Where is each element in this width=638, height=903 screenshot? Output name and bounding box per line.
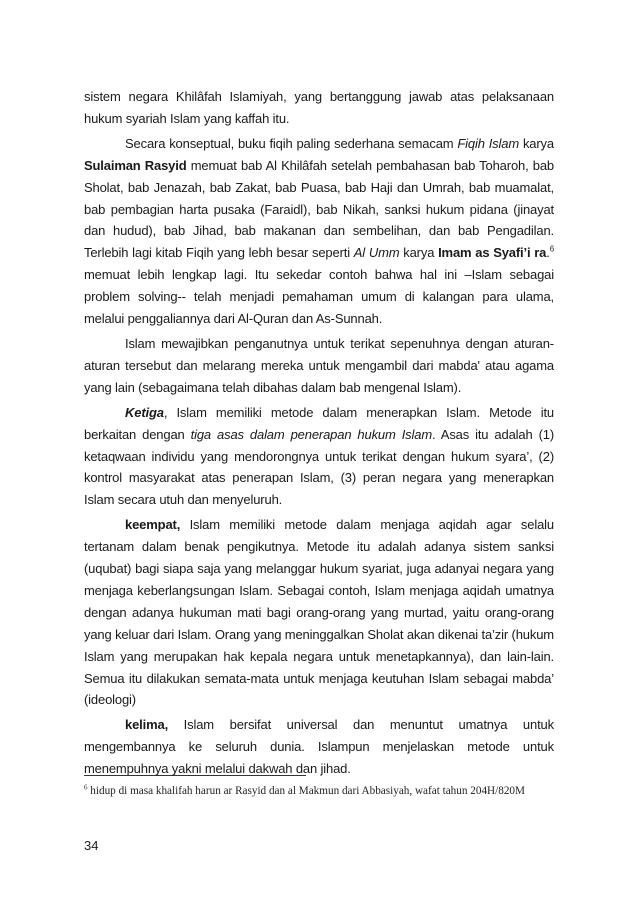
- footnote: [84, 782, 554, 801]
- footnote-text: hidup di masa khalifah harun ar Rasyid dan al Makmun dari Abbasiyah, wafat tahun 204H/820M: [87, 785, 525, 797]
- footnote-reference[interactable]: 6: [549, 245, 555, 255]
- text-run: karya: [519, 135, 554, 151]
- author-imam-syafii: Imam as Syafi’i ra: [438, 245, 547, 261]
- paragraph-3-text: Islam mewajibkan penganutnya untuk terikat sepenuhnya dengan aturan-aturan tersebut dan melarang mereka untuk mengambil dari mabda' atau agama yang lain (sebagaimana telah dibahas dalam bab mengenal Islam).: [84, 335, 554, 395]
- author-sulaiman-rasyid: Sulaiman Rasyid: [84, 157, 187, 173]
- paragraph-3: [84, 333, 554, 399]
- body-text: [84, 86, 554, 783]
- heading-word: Ketiga: [125, 404, 164, 420]
- text-run: karya: [399, 245, 439, 261]
- book-title-fiqih-islam: Fiqih Islam: [457, 135, 520, 151]
- paragraph-6: [84, 714, 554, 780]
- text-run: Secara konseptual, buku fiqih paling sederhana semacam: [125, 135, 458, 151]
- italic-phrase: tiga asas dalam penerapan hukum Islam: [190, 426, 433, 442]
- bold-italic-ketiga: [125, 405, 164, 420]
- paragraph-5: [84, 514, 554, 711]
- text-run: . Asas itu adalah (1) ketaqwaan individu yang mendorongnya untuk terikat dengan hukum syara’, (2) kontrol masyarakat atas penerapan Islam, (3) peran negara yang menerapkan Islam secara utuh dan menyeluruh.: [84, 426, 555, 508]
- text-run: .: [546, 245, 550, 261]
- bold-kelima: kelima,: [125, 717, 169, 733]
- book-title-al-umm: Al Umm: [353, 245, 400, 261]
- page-number: 34: [84, 838, 99, 853]
- footnote-divider: [84, 775, 306, 776]
- paragraph-1-text: sistem negara Khilâfah Islamiyah, yang bertanggung jawab atas pelaksanaan hukum syariah Islam yang kaffah itu.: [84, 89, 554, 126]
- text-run: Islam bersifat universal dan menuntut umatnya untuk mengembannya ke seluruh dunia. Islampun menjelaskan metode untuk menempuhnya yakni melalui dakwah dan jihad.: [84, 717, 554, 777]
- paragraph-2: [84, 133, 554, 330]
- bold-keempat: keempat,: [125, 517, 181, 533]
- text-run: Islam memiliki metode dalam menjaga aqidah agar selalu tertanam dalam benak pengikutnya. Metode itu adalah adanya sistem sanksi (uqubat) bagi siapa saja yang melanggar hukum syariat, juga adanyai negara yang menjaga keberlangsungan Islam. Sebagai contoh, Islam menjaga aqidah umatnya dengan adanya hukuman mati bagi orang-orang yang murtad, yaitu orang-orang yang keluar dari Islam. Orang yang meninggalkan Sholat akan dikenai ta’zir (hukum Islam yang merupakan hak kepala negara untuk menetapkannya), dan lain-lain. Semua itu dilakukan semata-mata untuk menjaga keutuhan Islam sebagai mabda’ (ideologi): [84, 517, 554, 708]
- footnote-number: 6: [84, 783, 88, 792]
- paragraph-1: [84, 86, 554, 130]
- text-run: memuat bab Al Khilâfah setelah pembahasan bab Toharoh, bab Sholat, bab Jenazah, bab Zakat, bab Puasa, bab Haji dan Umrah, bab muamalat, bab pembagian harta pusaka (Faraidl), bab Nikah, sanksi hukum pidana (jinayat dan hudud), bab Jihad, bab makanan dan sembelihan, dan bab Pengadilan. Terlebih lagi kitab Fiqih yang lebh besar seperti: [84, 157, 554, 261]
- paragraph-4: [84, 402, 554, 512]
- text-run: , Islam memiliki metode dalam menerapkan Islam. Metode itu berkaitan dengan: [84, 404, 554, 442]
- text-run: memuat lebih lengkap lagi. Itu sekedar contoh bahwa hal ini –Islam sebagai problem solving-- telah menjadi pemahaman umum di kalangan para ulama, melalui penggaliannya dari Al-Quran dan As-Sunnah.: [84, 267, 554, 327]
